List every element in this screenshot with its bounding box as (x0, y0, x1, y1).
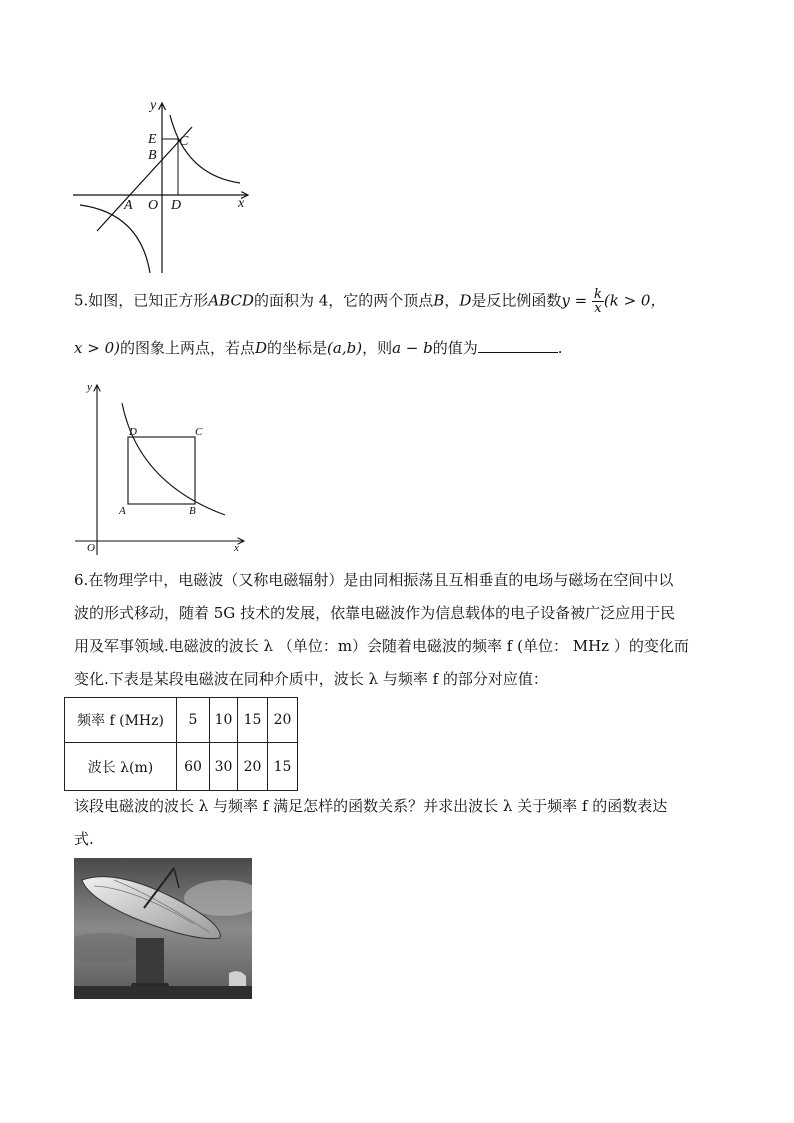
table-cell: 20 (238, 743, 268, 791)
row-header-frequency: 频率 f (MHz) (65, 698, 177, 743)
table-cell: 15 (268, 743, 298, 791)
satellite-dish-photo-icon (74, 858, 252, 999)
table-cell: 20 (268, 698, 298, 743)
q6-line-4: 变化.下表是某段电磁波在同种介质中，波长 λ 与频率 f 的部分对应值： (74, 670, 548, 688)
q6-line-2: 波的形式移动，随着 5G 技术的发展，依靠电磁波作为信息载体的电子设备被广泛应用于民 (74, 604, 676, 622)
y-axis-label: y (87, 381, 92, 393)
point-c-label: C (179, 134, 189, 149)
q6-question-line-2: 式. (74, 830, 94, 848)
table-row (65, 698, 298, 743)
origin-label: O (148, 198, 159, 213)
row-header-wavelength: 波长 λ(m) (65, 743, 177, 791)
q6-line-3: 用及军事领域.电磁波的波长 λ （单位：m）会随着电磁波的频率 f (单位： MHz ）的变化而 (74, 637, 689, 655)
y-axis-label: y (150, 98, 157, 113)
point-a-label: A (124, 198, 133, 213)
frequency-wavelength-table (64, 697, 298, 791)
q5-line-2: x > 0)的图象上两点，若点D的坐标是(a,b)，则a − b的值为 . (74, 339, 563, 357)
table-cell: 5 (177, 698, 210, 743)
figure-q4 (70, 95, 260, 280)
answer-blank[interactable] (478, 338, 558, 353)
point-a-label: A (119, 505, 126, 517)
table-cell: 10 (210, 698, 238, 743)
table-row (65, 743, 298, 791)
point-e-label: E (148, 132, 157, 147)
hyperbola (122, 403, 225, 515)
table-cell: 15 (238, 698, 268, 743)
x-axis-label: x (238, 196, 245, 211)
fraction-k-over-x: $\frac{k}{x}$ (593, 287, 602, 316)
point-c-label: C (195, 426, 203, 438)
q6-question-line-1: 该段电磁波的波长 λ 与频率 f 满足怎样的函数关系？并求出波长 λ 关于频率 f 的函数表达 (74, 797, 668, 815)
point-b-label: B (189, 505, 196, 517)
point-d-label: D (129, 426, 137, 438)
q6-line-1: 6.在物理学中，电磁波（又称电磁辐射）是由同相振荡且互相垂直的电场与磁场在空间中以 (74, 571, 674, 589)
x-axis-label: x (234, 542, 239, 554)
origin-label: O (87, 542, 95, 554)
figure-q5 (70, 375, 255, 560)
hyperbola-branch-1 (170, 115, 240, 183)
q5-line-1: 5.如图，已知正方形ABCD的面积为 4，它的两个顶点B，D是反比例函数y = $\frac{k}{x}$ (k > 0， (74, 287, 666, 316)
point-b-label: B (148, 148, 157, 163)
table-cell: 30 (210, 743, 238, 791)
point-d-label: D (171, 198, 182, 213)
table-cell: 60 (177, 743, 210, 791)
hyperbola-branch-2 (80, 205, 150, 273)
